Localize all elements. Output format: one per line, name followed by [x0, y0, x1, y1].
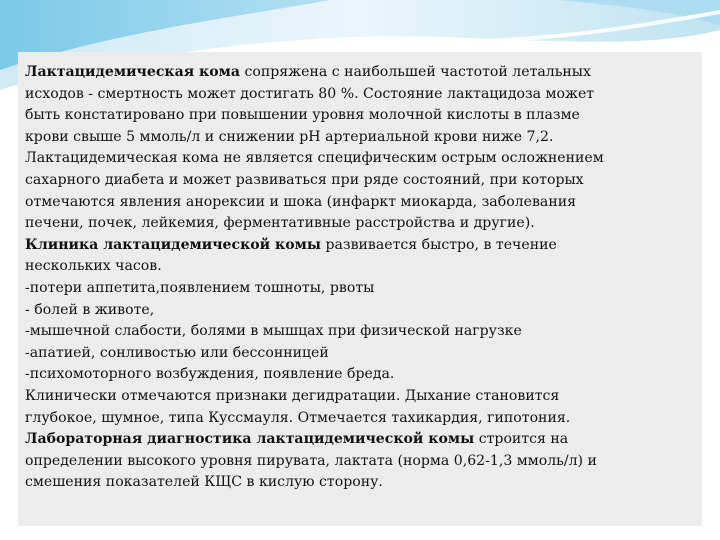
text-line [25, 472, 697, 494]
line-text: глубокое, шумное, типа Куссмауля. Отмечается тахикардия, гипотония. [25, 409, 571, 426]
line-text: строится на [474, 431, 569, 448]
text-line [25, 62, 697, 84]
line-text: определении высокого уровня пирувата, лактата (норма 0,62-1,3 ммоль/л) и [25, 452, 597, 469]
text-line [25, 429, 697, 451]
line-text: быть констатировано при повышении уровня молочной кислоты в плазме [25, 107, 580, 124]
text-line [25, 408, 697, 430]
text-line [25, 84, 697, 106]
line-text: -мышечной слабости, болями в мышцах при физической нагрузке [25, 323, 522, 340]
text-line [25, 386, 697, 408]
text-line [25, 343, 697, 365]
text-line [25, 235, 697, 257]
text-line [25, 364, 697, 386]
line-text: отмечаются явления анорексии и шока (инфаркт миокарда, заболевания [25, 193, 576, 210]
text-line [25, 321, 697, 343]
line-text: Лактацидемическая кома не является специфическим острым осложнением [25, 150, 604, 167]
line-text: нескольких часов. [25, 258, 162, 275]
text-line [25, 170, 697, 192]
line-text: сопряжена с наибольшей частотой летальных [240, 64, 591, 80]
text-line [25, 300, 697, 322]
text-line [25, 256, 697, 278]
text-line [25, 451, 697, 473]
bold-phrase: Лабораторная диагностика лактацидемической комы [25, 431, 475, 448]
line-text: смешения показателей КЩС в кислую сторону. [25, 474, 383, 491]
line-text: -психомоторного возбуждения, появление бреда. [25, 366, 395, 383]
body-text [25, 62, 697, 494]
text-line [25, 278, 697, 300]
line-text: -потери аппетита,появлением тошноты, рвоты [25, 279, 375, 296]
text-line [25, 192, 697, 214]
line-text: исходов - смертность может достигать 80 %. Состояние лактацидоза может [25, 85, 595, 102]
bold-phrase: Клиника лактацидемической комы [25, 236, 321, 253]
bold-phrase: Лактацидемическая кома [25, 64, 241, 80]
text-line [25, 105, 697, 127]
text-line [25, 148, 697, 170]
line-text: крови свыше 5 ммоль/л и снижении рН артериальной крови ниже 7,2. [25, 128, 554, 145]
line-text: печени, почек, лейкемия, ферментативные расстройства и другие). [25, 215, 535, 232]
line-text: -апатией, сонливостью или бессонницей [25, 344, 329, 361]
line-text: развивается быстро, в течение [320, 236, 557, 253]
line-text: Клинически отмечаются признаки дегидратации. Дыхание становится [25, 387, 560, 404]
text-line [25, 213, 697, 235]
line-text: - болей в животе, [25, 301, 155, 318]
text-line [25, 127, 697, 149]
line-text: сахарного диабета и может развиваться при ряде состояний, при которых [25, 171, 584, 188]
